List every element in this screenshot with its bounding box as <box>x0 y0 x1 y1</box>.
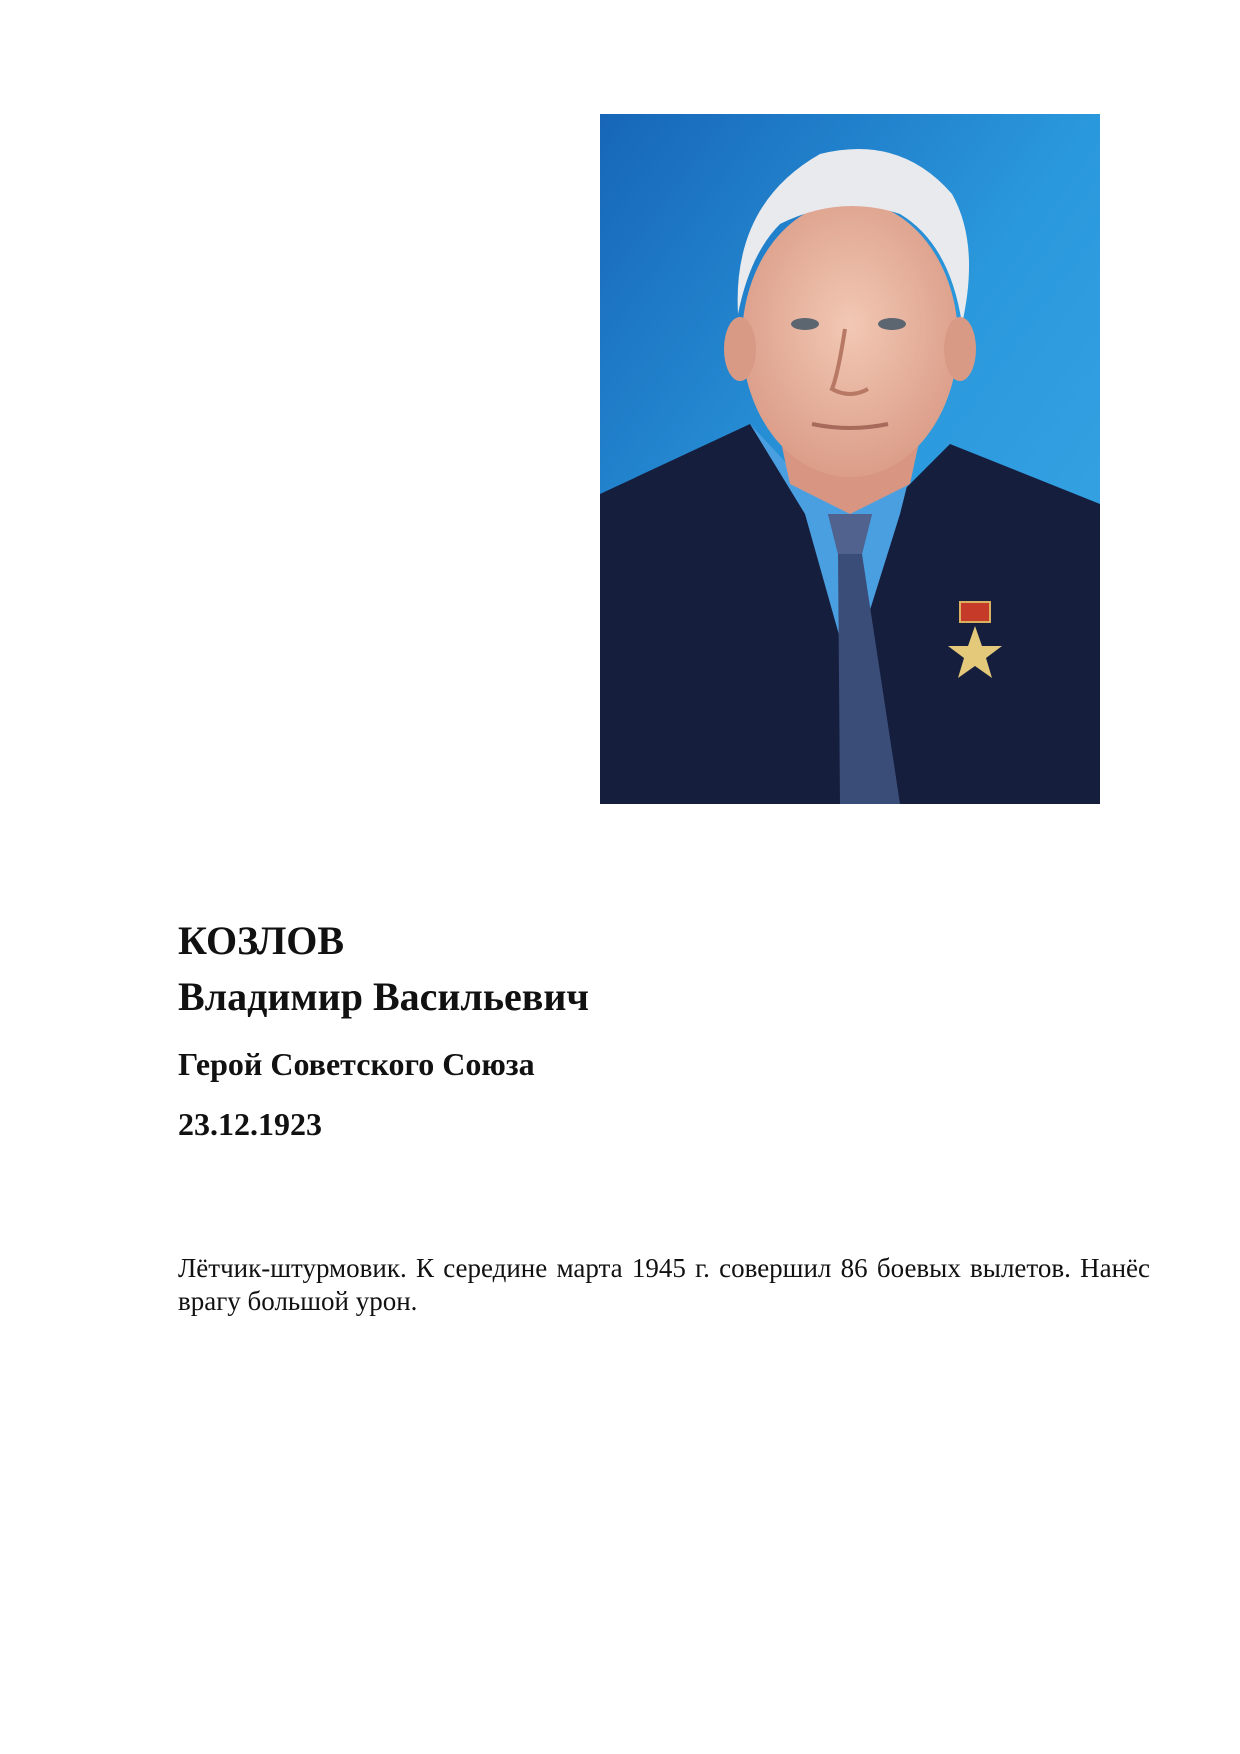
portrait-image <box>600 114 1100 804</box>
portrait-photo <box>600 114 1100 804</box>
honor-title: Герой Советского Союза <box>178 1046 535 1082</box>
given-names-heading: Владимир Васильевич <box>178 974 589 1019</box>
surname-heading: КОЗЛОВ <box>178 918 345 963</box>
biography-text: Лётчик-штурмовик. К середине марта 1945 г. совершил 86 боевых вылетов. Нанёс врагу большой урон. <box>178 1253 1150 1316</box>
birth-date: 23.12.1923 <box>178 1106 322 1142</box>
